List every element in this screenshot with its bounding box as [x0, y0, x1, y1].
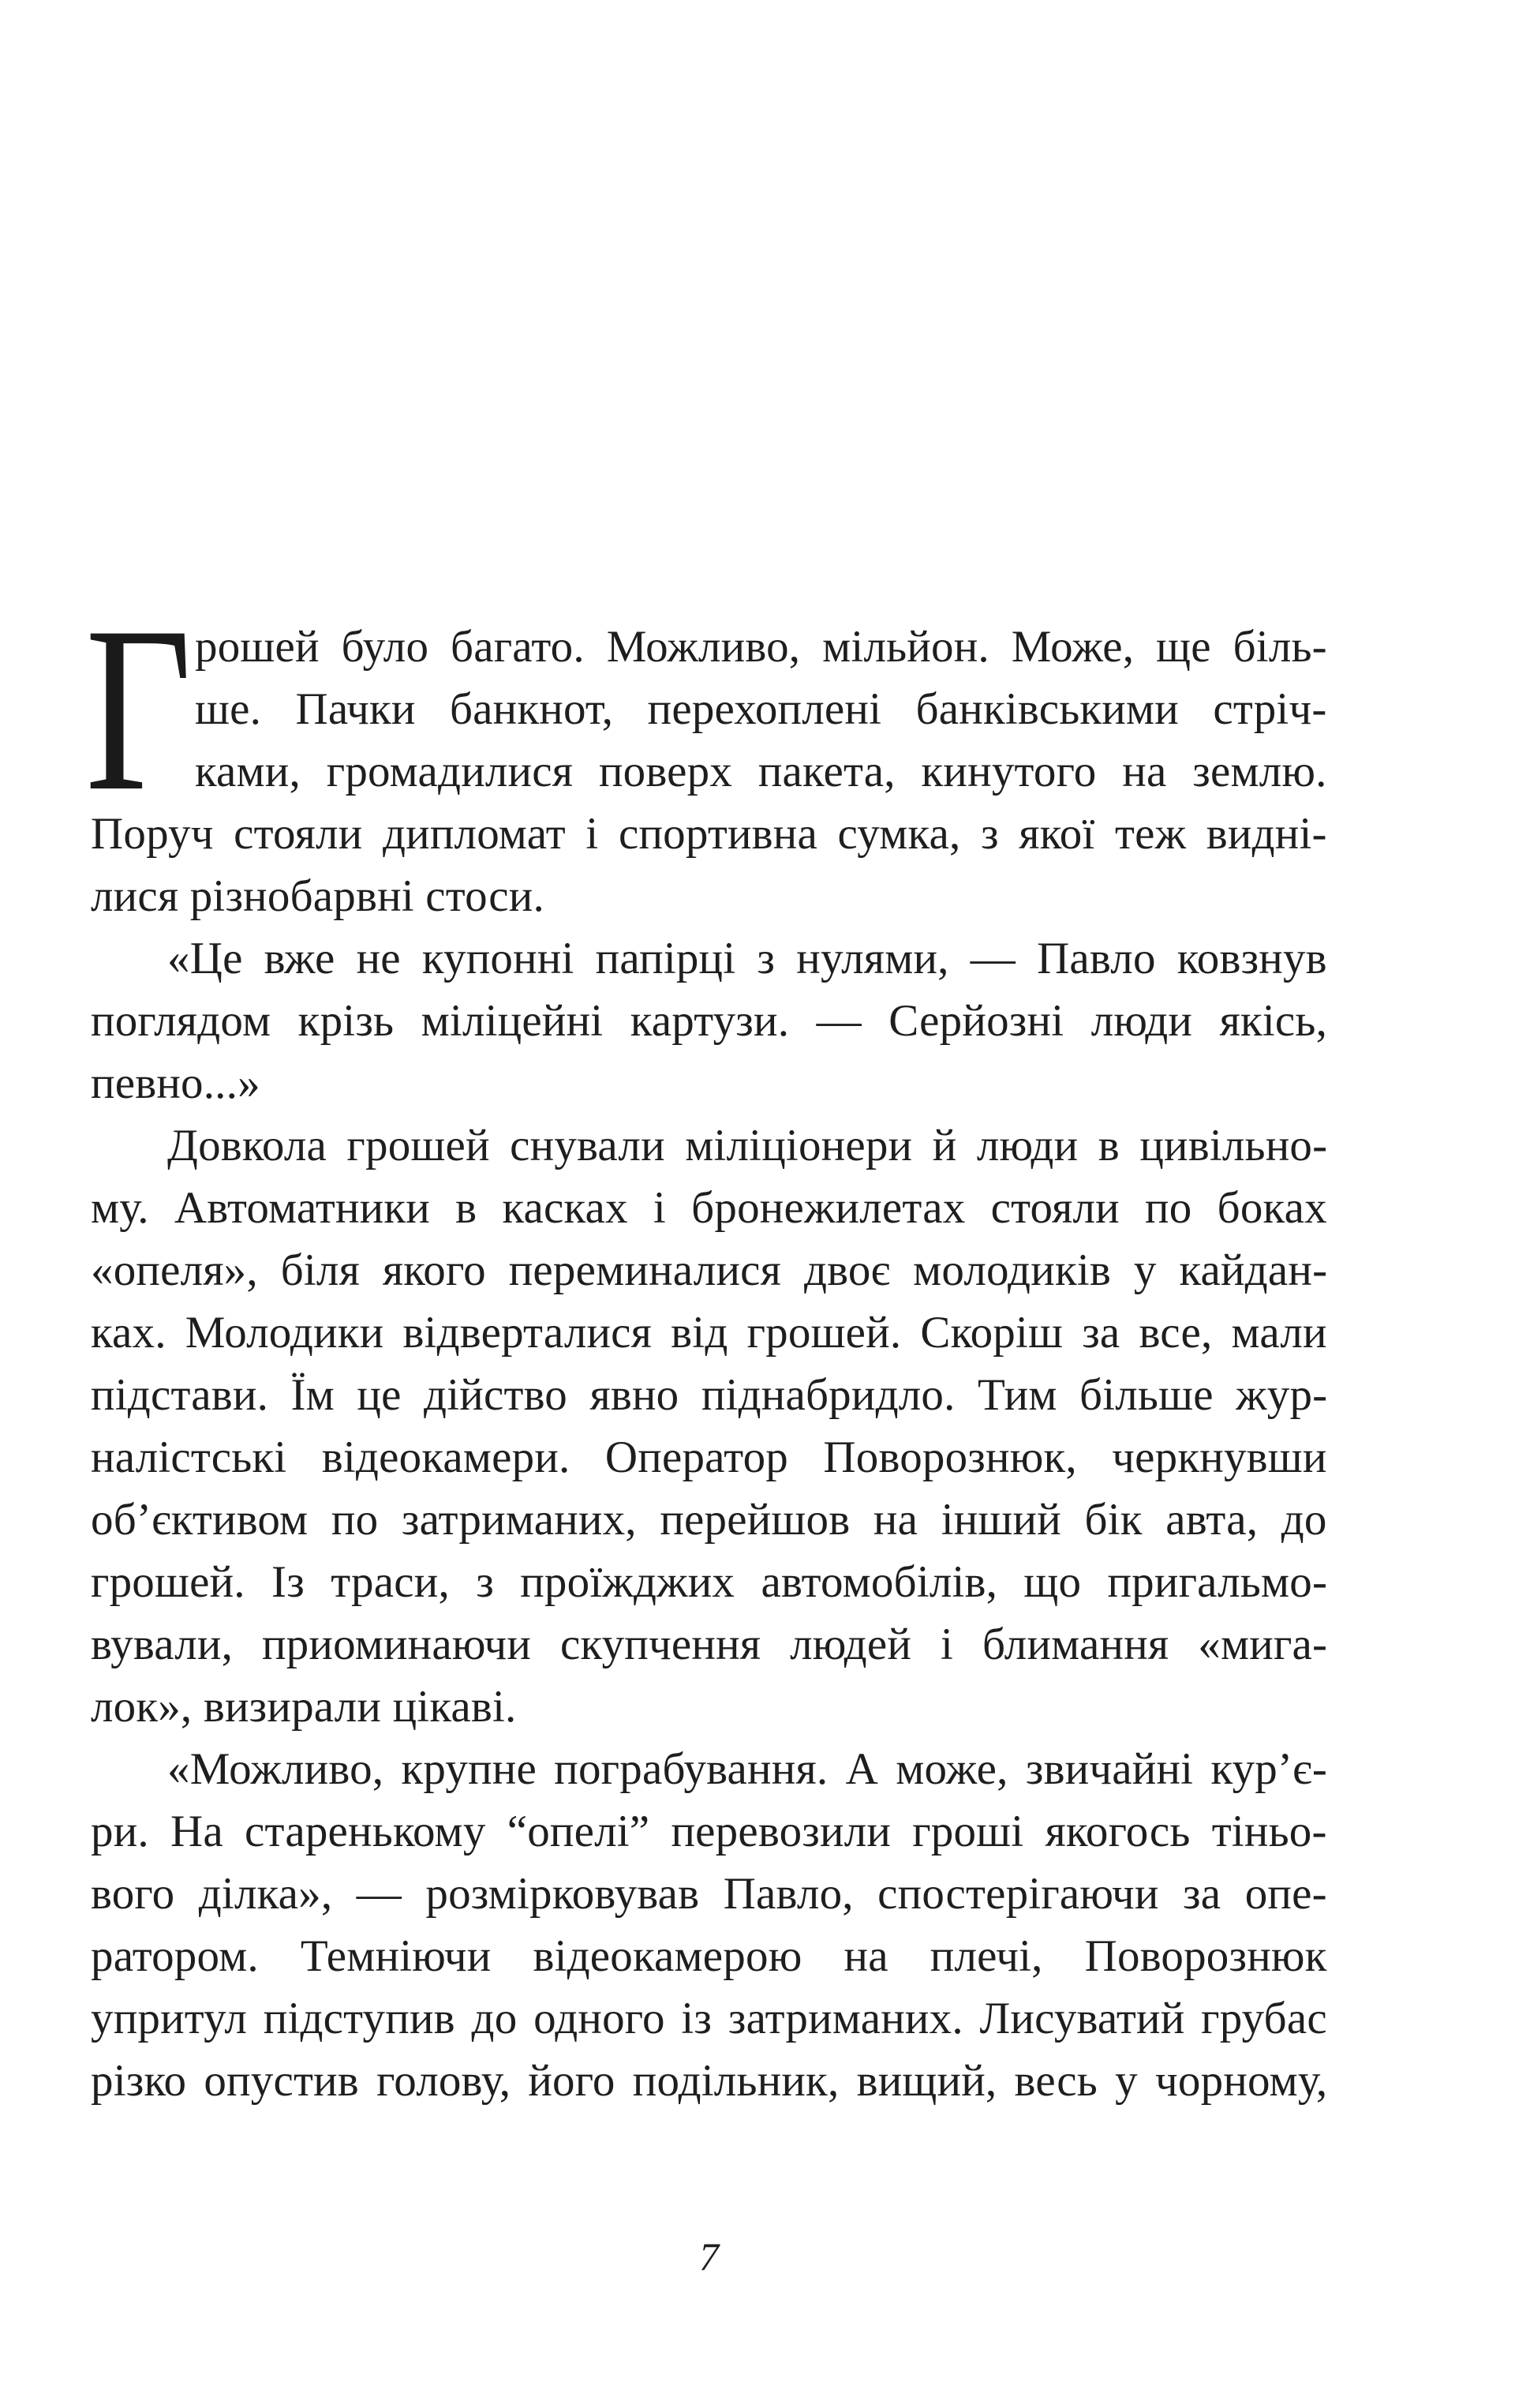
text-line: му. Автоматники в касках і бронежилетах стояли по боках: [91, 1183, 1327, 1233]
text-line: налістські відеокамери. Оператор Поворознюк, черкнувши: [91, 1432, 1327, 1482]
text-line: «Можливо, крупне пограбування. А може, звичайні кур’є-: [167, 1744, 1327, 1794]
text-line: поглядом крізь міліцейні картузи. — Серйозні люди якісь,: [91, 996, 1328, 1046]
text-line: грошей. Із траси, з проїжджих автомобілів, що пригальмо-: [91, 1557, 1328, 1607]
text-line: «Це вже не купонні папірці з нулями, — Павло ковзнув: [167, 934, 1327, 983]
text-line: вували, приоминаючи скупчення людей і блимання «мига-: [91, 1620, 1328, 1669]
paragraph: [91, 927, 1327, 1114]
text-line: лок», визирали цікаві.: [91, 1682, 517, 1732]
text-line: вого ділка», — розмірковував Павло, спостерігаючи за опе-: [91, 1869, 1327, 1919]
text-line: певно...»: [91, 1058, 260, 1108]
drop-cap: Г: [85, 578, 193, 840]
text-line: різко опустив голову, його подільник, вищий, весь у чорному,: [91, 2056, 1328, 2106]
text-line: підстави. Їм це дійство явно піднабридло. Тим більше жур-: [91, 1370, 1328, 1420]
text-line: ри. На старенькому “опелі” перевозили гроші якогось тіньо-: [91, 1807, 1327, 1856]
paragraph: [91, 616, 1327, 927]
text-line: «опеля», біля якого переминалися двоє молодиків у кайдан-: [91, 1245, 1328, 1295]
text-line: рошей було багато. Можливо, мільйон. Може, ще біль-: [195, 622, 1327, 672]
text-line: об’єктивом по затриманих, перейшов на інший бік авта, до: [91, 1495, 1327, 1545]
text-line: Довкола грошей снували міліціонери й люди в цивільно-: [167, 1121, 1328, 1170]
page-number: 7: [699, 2234, 719, 2279]
text-line: Поруч стояли дипломат і спортивна сумка, з якої теж видні-: [91, 809, 1327, 859]
paragraph: [91, 1738, 1327, 2112]
text-line: лися різнобарвні стоси.: [91, 871, 544, 921]
body-text: [91, 616, 1327, 2112]
text-line: ками, громадилися поверх пакета, кинутого на землю.: [195, 747, 1327, 796]
paragraph: [91, 1114, 1327, 1738]
text-line: ше. Пачки банкнот, перехоплені банківськими стріч-: [195, 684, 1327, 734]
text-line: ратором. Темніючи відеокамерою на плечі, Поворознюк: [91, 1931, 1327, 1981]
text-line: упритул підступив до одного із затриманих. Лисуватий грубас: [91, 1994, 1327, 2043]
text-line: ках. Молодики відверталися від грошей. Скоріш за все, мали: [91, 1308, 1327, 1358]
